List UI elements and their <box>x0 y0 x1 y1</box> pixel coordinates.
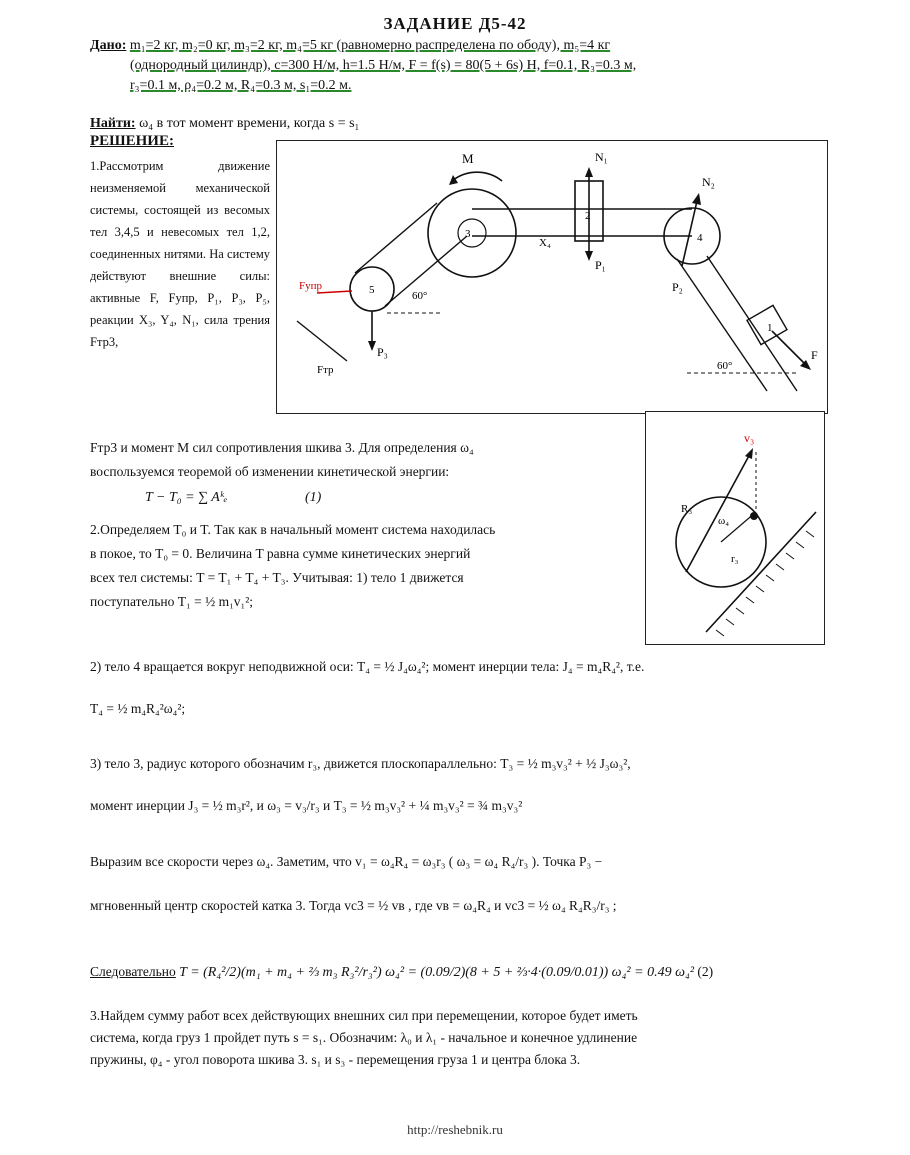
pulley-3 <box>428 189 516 277</box>
roller-figure <box>645 411 825 645</box>
label-v3: v₃ <box>744 431 755 445</box>
paragraph-4 <box>90 752 850 818</box>
para5-line: Выразим все скорости через ω₄. Заметим, что v₁ = ω₄R₄ = ω₃r₃ ( ω₃ = ω₄ R₄/r₃ ). Точка P₃ − <box>90 854 603 869</box>
label-Fupr: Fупр <box>299 280 323 292</box>
pulley-3-hub <box>458 219 486 247</box>
para5b-line: мгновенный центр скоростей катка 3. Тогда vc3 = ½ vв , где vв = ω₄R₄ и vc3 = ½ ω₄ R₄R₃/r₃ ; <box>90 898 617 913</box>
find-text: ω₄ в тот момент времени, когда s = s₁ <box>139 116 360 131</box>
label-M: M <box>462 151 474 166</box>
label-body-2: 2 <box>585 210 591 222</box>
para4b-line: момент инерции J₃ = ½ m₃r², и ω₃ = v₃/r₃ и T₃ = ½ m₃v₃² + ¼ m₃v₃² = ¾ m₃v₃² <box>90 798 523 813</box>
para2d-line: поступательно T₁ = ½ m₁v₁²; <box>90 594 254 609</box>
mechanism-figure <box>276 140 828 414</box>
page-title: ЗАДАНИЕ Д5-42 <box>383 14 527 33</box>
paragraph-eq2 <box>90 960 860 985</box>
label-body-1: 1 <box>767 322 773 334</box>
para4-line: 3) тело 3, радиус которого обозначим r₃, движется плоскопараллельно: T₃ = ½ m₃v₃² + ½ J₃ω₃², <box>90 756 631 771</box>
eq2-label: Следовательно <box>90 964 176 979</box>
label-R3: R₃ <box>681 503 693 515</box>
equation-1: T − T₀ = ∑ Aᵏₑ <box>145 490 228 505</box>
label-Ftr: Fтр <box>317 364 334 376</box>
label-body-3: 3 <box>465 228 471 240</box>
equation-2-number: (2) <box>697 964 714 979</box>
label-body-5: 5 <box>369 284 375 296</box>
label-P1: P₁ <box>595 258 606 272</box>
label-P2: P₂ <box>672 280 683 294</box>
footer-url[interactable]: http://reshebnik.ru <box>407 1122 503 1137</box>
para6-line: 3.Найдем сумму работ всех действующих внешних сил при перемещении, которое будет иметь <box>90 1008 638 1023</box>
paragraph-3 <box>90 655 850 721</box>
para3b-line: T₄ = ½ m₄R₄²ω₄²; <box>90 701 186 716</box>
given-line-2: (однородный цилиндр), c=300 Н/м, h=1.5 Н/м, F = f(s) = 80(5 + 6s) Н, f=0.1, R₃=0.3 м, <box>130 58 637 73</box>
find-label: Найти: <box>90 116 136 131</box>
roller-diagram <box>646 412 824 644</box>
para6c-line: пружины, φ₄ - угол поворота шкива 3. s₁ и s₃ - перемещения груза 1 и центра блока 3. <box>90 1052 581 1067</box>
solution-label: РЕШЕНИЕ: <box>90 133 174 149</box>
label-X4: X₄ <box>539 237 551 249</box>
equation-2: T = (R₄²/2)(m₁ + m₄ + ⅔ m₃ R₃²/r₃²) ω₄² = (0.09/2)(8 + 5 + ⅔·4·(0.09/0.01)) ω₄² = 0.49 ω₄² <box>179 965 695 980</box>
label-N2: N₂ <box>702 175 715 189</box>
label-N1: N₁ <box>595 150 608 164</box>
label-angle-2: 60° <box>717 360 733 372</box>
para3-line: 2) тело 4 вращается вокруг неподвижной оси: T₄ = ½ J₄ω₄²; момент инерции тела: J₄ = m₄R₄², т.е. <box>90 659 645 674</box>
given-line-3: r₃=0.1 м, ρ₄=0.2 м, R₄=0.3 м, s₁=0.2 м. <box>130 78 352 93</box>
paragraph-1 <box>90 436 640 484</box>
given-block <box>90 36 850 96</box>
paragraph-2 <box>90 518 640 614</box>
mechanism-diagram <box>277 141 827 413</box>
find-block <box>90 116 359 132</box>
para2c-line: всех тел системы: T = T₁ + T₄ + T₃. Учитывая: 1) тело 1 движется <box>90 570 464 585</box>
para2b-line: в покое, то T₀ = 0. Величина T равна сумме кинетических энергий <box>90 546 471 561</box>
paragraph-5 <box>90 850 860 918</box>
intro-paragraph: 1.Рассмотрим движение неизменяемой механической системы, состоящей из весомых тел 3,4,5 и невесомых тел 1,2, соединенных нитями. На систему действуют внешние силы: активные F, Fупр, P₁, P₃, P₅, реакции X₃, Y₄, N₁, сила трения Fтр3, <box>90 159 270 349</box>
given-label: Дано: <box>90 38 127 53</box>
label-r3: r₃ <box>731 553 739 565</box>
para1-line: Fтр3 и момент M сил сопротивления шкива 3. Для определения ω₄ <box>90 440 474 455</box>
para1b-line: воспользуемся теоремой об изменении кинетической энергии: <box>90 464 450 479</box>
para2-line: 2.Определяем T₀ и T. Так как в начальный момент система находилась <box>90 522 496 537</box>
para6b-line: система, когда груз 1 пройдет путь s = s₁. Обозначим: λ₀ и λ₁ - начальное и конечное удлинение <box>90 1030 638 1045</box>
label-F: F <box>811 348 818 362</box>
label-body-4: 4 <box>697 232 703 244</box>
equation-1-number: (1) <box>305 490 322 505</box>
label-angle-1: 60° <box>412 290 428 302</box>
label-w4: ω₄ <box>718 515 730 527</box>
paragraph-6 <box>90 1005 860 1071</box>
label-P3: P₃ <box>377 345 388 359</box>
given-line-1: m₁=2 кг, m₂=0 кг, m₃=2 кг, m₄=5 кг (равномерно распределена по ободу), m₅=4 кг <box>129 38 611 53</box>
